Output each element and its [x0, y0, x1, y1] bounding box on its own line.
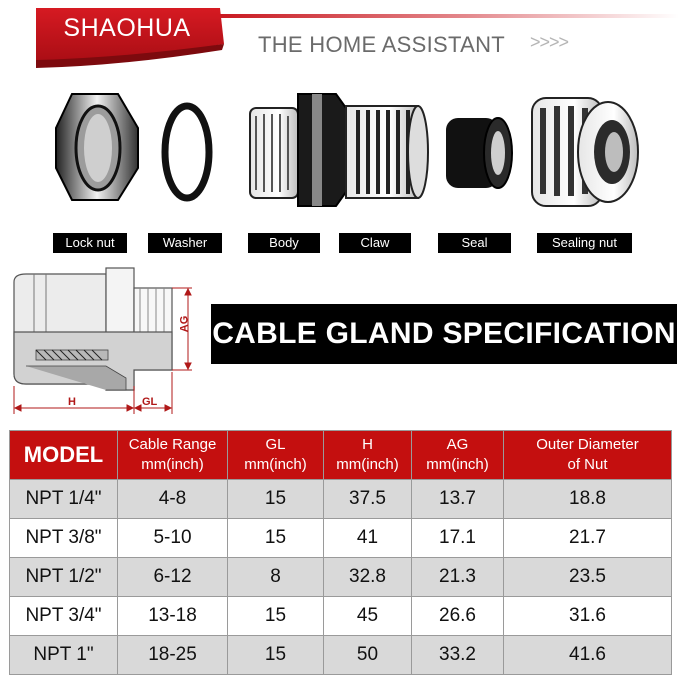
body-icon: [250, 94, 428, 206]
table-row: [10, 597, 672, 636]
header-model: MODEL: [10, 431, 118, 480]
cell-range: 13-18: [118, 597, 228, 636]
cell-od: 23.5: [504, 558, 672, 597]
cell-od: 31.6: [504, 597, 672, 636]
cell-h: 32.8: [324, 558, 412, 597]
cell-model: NPT 3/8": [10, 519, 118, 558]
part-label-seal: Seal: [438, 233, 511, 253]
cell-range: 18-25: [118, 636, 228, 675]
spec-table: [9, 430, 672, 675]
table-row: [10, 480, 672, 519]
dim-label-gl: GL: [142, 396, 158, 408]
table-row: [10, 558, 672, 597]
spec-title-banner: CABLE GLAND SPECIFICATION: [211, 304, 677, 364]
table-row: [10, 519, 672, 558]
cell-od: 41.6: [504, 636, 672, 675]
table-row: [10, 636, 672, 675]
cell-ag: 13.7: [412, 480, 504, 519]
header-outer-diameter: Outer Diameter of Nut: [504, 431, 672, 480]
part-label-sealing-nut: Sealing nut: [537, 233, 632, 253]
parts-illustrations: [0, 88, 679, 218]
cell-range: 6-12: [118, 558, 228, 597]
cell-gl: 15: [228, 636, 324, 675]
cell-ag: 21.3: [412, 558, 504, 597]
tagline: THE HOME ASSISTANT: [258, 32, 506, 57]
cell-range: 5-10: [118, 519, 228, 558]
table-header-row: [10, 431, 672, 480]
cell-ag: 26.6: [412, 597, 504, 636]
cell-h: 41: [324, 519, 412, 558]
header-ag: AG mm(inch): [412, 431, 504, 480]
cell-od: 18.8: [504, 480, 672, 519]
cell-ag: 17.1: [412, 519, 504, 558]
cell-model: NPT 3/4": [10, 597, 118, 636]
cell-h: 50: [324, 636, 412, 675]
dimension-diagram: [6, 262, 206, 422]
part-label-washer: Washer: [148, 233, 222, 253]
cell-gl: 15: [228, 480, 324, 519]
sealing-nut-icon: [532, 98, 638, 206]
cell-ag: 33.2: [412, 636, 504, 675]
lock-nut-icon: [56, 94, 138, 200]
part-label-lock-nut: Lock nut: [53, 233, 127, 253]
part-label-claw: Claw: [339, 233, 411, 253]
header-h: H mm(inch): [324, 431, 412, 480]
cell-od: 21.7: [504, 519, 672, 558]
cell-model: NPT 1/4": [10, 480, 118, 519]
cell-model: NPT 1": [10, 636, 118, 675]
chevron-arrows: >>>>: [530, 32, 569, 52]
cell-model: NPT 1/2": [10, 558, 118, 597]
cell-h: 37.5: [324, 480, 412, 519]
part-label-body: Body: [248, 233, 320, 253]
cell-gl: 15: [228, 519, 324, 558]
seal-icon: [446, 118, 512, 188]
cell-gl: 15: [228, 597, 324, 636]
header-gl: GL mm(inch): [228, 431, 324, 480]
dim-label-h: H: [68, 396, 76, 408]
dim-label-ag: AG: [178, 315, 191, 333]
cell-gl: 8: [228, 558, 324, 597]
washer-icon: [165, 106, 209, 198]
cell-h: 45: [324, 597, 412, 636]
cell-range: 4-8: [118, 480, 228, 519]
header-cable-range: Cable Range mm(inch): [118, 431, 228, 480]
brand-logo-text: SHAOHUA: [63, 14, 191, 42]
